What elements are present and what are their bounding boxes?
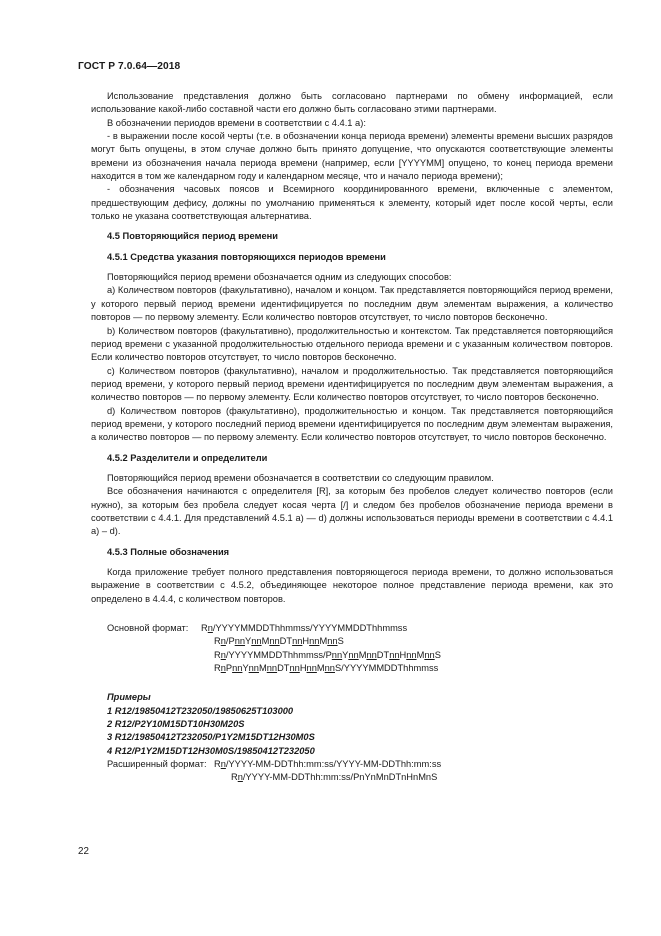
basic-format-line bbox=[91, 635, 613, 648]
format-expression: Rn/YYYY-MM-DDThh:mm:ss/PnYnMnDTnHnMnS bbox=[231, 772, 438, 783]
paragraph: d) Количеством повторов (факультативно), продолжительностью и концом. Так представляется повторяющийся период времени, у которого последний период времени идентифицируется по последним двум элементам выражения, а количество повторов — по первому элементу. Если количество повторов отсутствует, то число повторов бесконечно. bbox=[91, 405, 613, 443]
section-heading-4-5-3: 4.5.3 Полные обозначения bbox=[107, 546, 230, 557]
examples-title: Примеры bbox=[107, 692, 151, 703]
section-heading-4-5-1: 4.5.1 Средства указания повторяющихся периодов времени bbox=[107, 251, 386, 262]
standard-header: ГОСТ Р 7.0.64—2018 bbox=[78, 61, 181, 72]
format-expression: RnPnnYnnMnnDTnnHnnMnnS/YYYYMMDDThhmmss bbox=[214, 663, 439, 674]
basic-format-line bbox=[91, 622, 613, 635]
basic-format-line bbox=[91, 662, 613, 675]
paragraph: Повторяющийся период времени обозначается одним из следующих способов: bbox=[107, 272, 452, 283]
example-item: 1 R12/19850412T232050/19850625T103000 bbox=[107, 705, 294, 716]
paragraph: b) Количеством повторов (факультативно), продолжительностью и контекстом. Так представляется повторяющийся период времени с указанной продолжительностью отдельного периода времени и с указанным количеством повторов. Если количество повторов отсутствует, то число повторов бесконечно. bbox=[91, 325, 613, 363]
example-item: 3 R12/19850412T232050/P1Y2M15DT12H30M0S bbox=[107, 732, 315, 743]
paragraph: - обозначения часовых поясов и Всемирного координированного времени, включенные с элементом, предшествующим дефису, должны по умолчанию применяться к элементу, который идет после косой черты, если только не указана соответствующая альтернатива. bbox=[91, 184, 613, 222]
page-content bbox=[91, 90, 613, 785]
paragraph: a) Количеством повторов (факультативно), началом и концом. Так представляется повторяющийся период времени, у которого первый период времени идентифицируется по последним двум элементам выражения, а количество повторов — по первому элементу. Если количество повторов отсутствует, то число повторов бесконечно. bbox=[91, 285, 613, 323]
extended-format-label: Расширенный формат: bbox=[107, 759, 207, 770]
format-expression: Rn/YYYYMMDDThhmmss/YYYYMMDDThhmmss bbox=[201, 623, 408, 634]
example-item: 4 R12/P1Y2M15DT12H30M0S/19850412T232050 bbox=[107, 745, 315, 756]
paragraph: Все обозначения начинаются с определителя [R], за которым без пробелов следует количество повторов (если нужно), за которым без пробела следует косая черта [/] и следом без пробелов обозначение периода времени в соответствии с 4.4.1. Для представлений 4.5.1 а) — d) должны использоваться периоды времени в соответствии с 4.4.1 а) – d). bbox=[91, 486, 613, 537]
paragraph: Когда приложение требует полного представления повторяющегося периода времени, то должно использоваться выражение в соответствии с 4.5.2, объединяющее некоторое полное представление периода времени, как это определено в 4.4.4, с количеством повторов. bbox=[91, 567, 613, 604]
extended-format-line bbox=[91, 771, 613, 784]
paragraph: c) Количеством повторов (факультативно), началом и продолжительностью. Так представляется повторяющийся период времени, у которого первый период времени идентифицируется по последним двум элементам выражения, а количество повторов — по первому элементу. Если количество повторов отсутствует, то число повторов бесконечно. bbox=[91, 365, 613, 403]
paragraph: - в выражении после косой черты (т.е. в обозначении конца периода времени) элементы времени высших разрядов могут быть опущены, в этом случае должно быть принято допущение, что опускаются соответствующие элементы времени из обозначения начала периода времени (например, если [YYYYMM] опущено, то конец периода времени находится в том же календарном году и календарном месяце, что и начало периода времени); bbox=[91, 131, 613, 182]
format-expression: Rn/YYYY-MM-DDThh:mm:ss/YYYY-MM-DDThh:mm:ss bbox=[214, 759, 442, 770]
paragraph: В обозначении периодов времени в соответствии с 4.4.1 а): bbox=[107, 117, 366, 128]
section-heading-4-5-2: 4.5.2 Разделители и определители bbox=[107, 452, 268, 463]
section-heading-4-5: 4.5 Повторяющийся период времени bbox=[107, 231, 278, 242]
paragraph: Использование представления должно быть согласовано партнерами по обмену информацией, если использование какой-либо составной части его должно быть согласовано этими партнерами. bbox=[91, 91, 613, 115]
format-expression: Rn/PnnYnnMnnDTnnHnnMnnS bbox=[214, 636, 344, 647]
extended-format-line bbox=[91, 758, 613, 771]
example-item: 2 R12/P2Y10M15DT10H30M20S bbox=[107, 719, 245, 730]
basic-format-line bbox=[91, 649, 613, 662]
basic-format-label: Основной формат: bbox=[107, 623, 189, 634]
paragraph: Повторяющийся период времени обозначается в соответствии со следующим правилом. bbox=[107, 472, 494, 483]
page-number: 22 bbox=[78, 846, 89, 857]
format-expression: Rn/YYYYMMDDThhmmss/PnnYnnMnnDTnnHnnMnnS bbox=[214, 649, 441, 660]
